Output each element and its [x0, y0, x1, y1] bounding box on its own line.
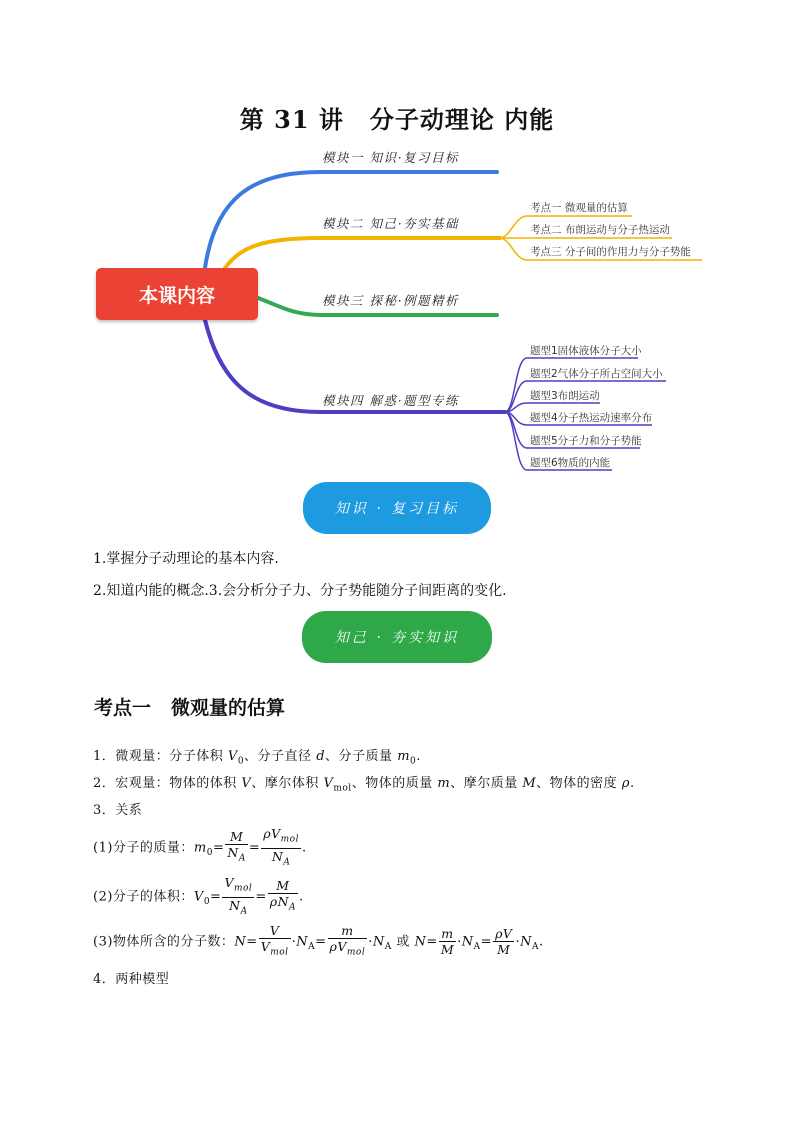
branch-line-module2	[225, 238, 500, 268]
section-banner-basic-knowledge: 知己 · 夯实知识	[302, 611, 492, 663]
title-topic: 分子动理论 内能	[369, 105, 555, 134]
module4-item: 题型4分子热运动速率分布	[530, 412, 653, 424]
goal-item: 2.知道内能的概念.3.会分析分子力、分子势能随分子间距离的变化.	[93, 583, 507, 599]
macro-quantities-line: 2．宏观量：物体的体积 V、摩尔体积 $V_{mol}$、物体的质量 m、摩尔质量 M、物体的密度 ρ.	[93, 776, 635, 794]
goal-item: 1.掌握分子动理论的基本内容.	[93, 551, 279, 567]
module4-item: 题型5分子力和分子势能	[530, 435, 642, 447]
topic-title: 微观量的估算	[171, 697, 286, 719]
module4-item: 题型3布朗运动	[530, 390, 600, 402]
title-lecture-number: 第 31 讲	[239, 105, 344, 134]
module2-item: 考点二 布朗运动与分子热运动	[530, 224, 670, 236]
module2-item: 考点三 分子间的作用力与分子势能	[530, 246, 691, 258]
relations-heading: 3．关系	[93, 803, 143, 818]
branch-label-module4: 模块四 解惑·题型专练	[322, 393, 459, 408]
module4-item: 题型2气体分子所占空间大小	[530, 368, 663, 380]
two-models-heading: 4．两种模型	[93, 972, 170, 987]
mindmap-root-box: 本课内容	[96, 268, 258, 320]
branch-label-module3: 模块三 探秘·例题精析	[322, 293, 459, 308]
section-banner-review-goals: 知识 · 复习目标	[303, 482, 491, 534]
formula-molecule-count: (3)物体所含的分子数：N= $\frac{V}{V_{mol}}$ $\cdot N_A=$ $\frac{m}{\rho V_{mol}}$ $\cdot N_A$ 或 N= $\frac{m}{M}$ $\cdot N_A=$ $\frac{\rho V}{M}$ $\cdot N_A$.	[93, 923, 544, 958]
formula-molecular-volume: (2)分子的体积：$V_0=$ $\frac{V_{mol}}{N_A}$ = $\frac{M}{\rho N_A}$ .	[93, 875, 304, 916]
topic-number: 考点一	[94, 697, 152, 719]
micro-quantities-line: 1．微观量：分子体积 $V_0$、分子直径 d、分子质量 $m_0$.	[93, 749, 421, 767]
branch-label-module2: 模块二 知己·夯实基础	[322, 216, 459, 231]
branch-label-module1: 模块一 知识·复习目标	[322, 150, 459, 165]
module2-item: 考点一 微观量的估算	[530, 202, 628, 214]
module4-item: 题型1固体液体分子大小	[530, 345, 642, 357]
module4-item: 题型6物质的内能	[530, 457, 611, 469]
formula-molecular-mass: (1)分子的质量：$m_0=$ $\frac{M}{N_A}$ = $\frac{\rho V_{mol}}{N_A}$ .	[93, 826, 307, 867]
topic-heading	[94, 693, 285, 720]
